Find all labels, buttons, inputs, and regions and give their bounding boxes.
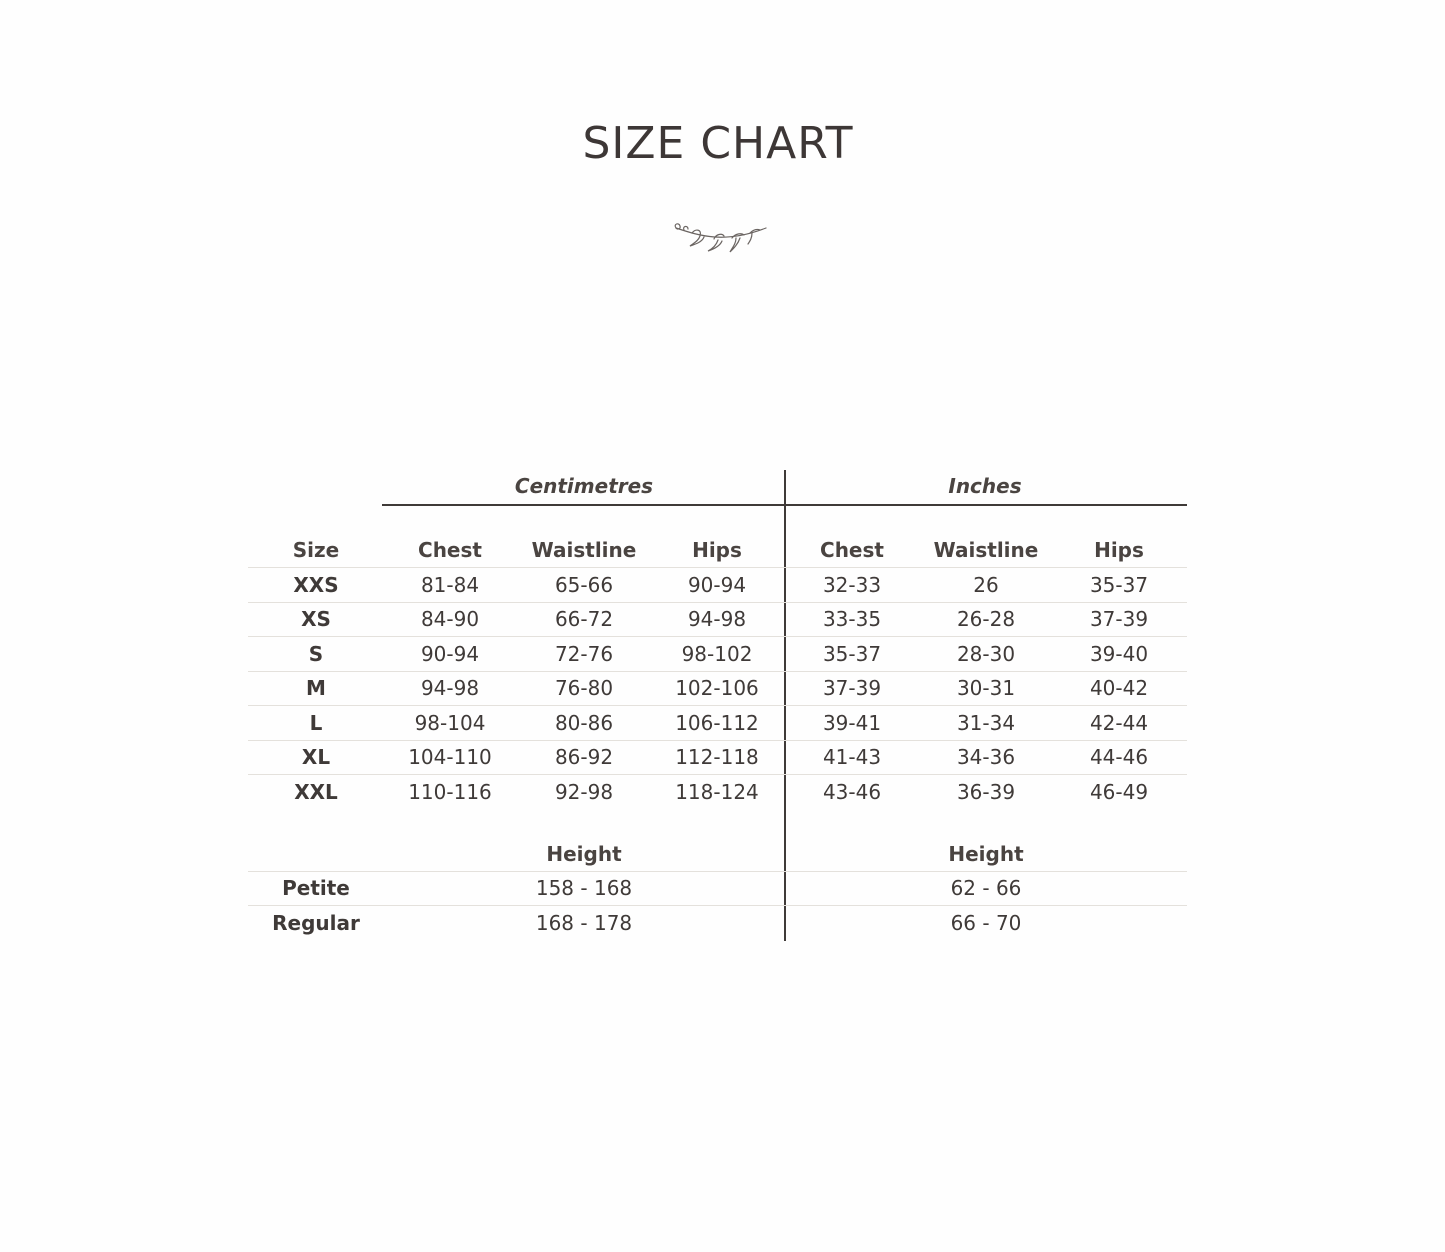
height-in-value: 62 - 66 [950, 876, 1022, 900]
height-cm-value: 168 - 178 [535, 911, 633, 935]
column-header-in-chest: Chest [820, 538, 884, 562]
in-chest-value: 39-41 [822, 711, 882, 735]
in-chest-value: 43-46 [822, 780, 882, 804]
size-label: L [309, 711, 323, 735]
cm-hips-value: 90-94 [687, 573, 747, 597]
cm-waistline-value: 66-72 [554, 607, 614, 631]
in-hips-value: 40-42 [1089, 676, 1149, 700]
group-header-centimetres: Centimetres [514, 474, 654, 498]
in-chest-value: 35-37 [822, 642, 882, 666]
group-header-inches: Inches [948, 474, 1022, 498]
row-rule [248, 774, 1187, 775]
in-hips-value: 46-49 [1089, 780, 1149, 804]
size-label: XXL [294, 780, 338, 804]
in-chest-value: 37-39 [822, 676, 882, 700]
cm-chest-value: 90-94 [420, 642, 480, 666]
cm-waistline-value: 92-98 [554, 780, 614, 804]
cm-chest-value: 98-104 [414, 711, 486, 735]
column-header-cm-hips: Hips [692, 538, 742, 562]
in-hips-value: 44-46 [1089, 745, 1149, 769]
cm-waistline-value: 86-92 [554, 745, 614, 769]
row-rule [248, 705, 1187, 706]
size-label: XL [301, 745, 331, 769]
in-waistline-value: 26-28 [956, 607, 1016, 631]
cm-chest-value: 94-98 [420, 676, 480, 700]
cm-waistline-value: 76-80 [554, 676, 614, 700]
row-rule [248, 636, 1187, 637]
cm-waistline-value: 65-66 [554, 573, 614, 597]
in-waistline-value: 36-39 [956, 780, 1016, 804]
in-waistline-value: 30-31 [956, 676, 1016, 700]
in-hips-value: 42-44 [1089, 711, 1149, 735]
in-hips-value: 39-40 [1089, 642, 1149, 666]
leaf-sprig-icon [670, 216, 770, 258]
row-rule [248, 871, 1187, 872]
in-waistline-value: 26 [973, 573, 999, 597]
size-label: S [308, 642, 324, 666]
cm-hips-value: 102-106 [675, 676, 759, 700]
column-header-cm-waistline: Waistline [531, 538, 637, 562]
in-chest-value: 33-35 [822, 607, 882, 631]
in-waistline-value: 31-34 [956, 711, 1016, 735]
cm-chest-value: 84-90 [420, 607, 480, 631]
height-label-regular: Regular [272, 911, 360, 935]
cm-waistline-value: 80-86 [554, 711, 614, 735]
height-header-cm: Height [546, 842, 622, 866]
cm-chest-value: 104-110 [408, 745, 492, 769]
size-label: XS [301, 607, 331, 631]
cm-hips-value: 94-98 [687, 607, 747, 631]
in-waistline-value: 34-36 [956, 745, 1016, 769]
column-header-in-hips: Hips [1094, 538, 1144, 562]
column-header-size: Size [292, 538, 340, 562]
row-rule [248, 740, 1187, 741]
row-rule [248, 671, 1187, 672]
cm-waistline-value: 72-76 [554, 642, 614, 666]
height-label-petite: Petite [282, 876, 350, 900]
page-title: SIZE CHART [582, 118, 854, 169]
in-hips-value: 37-39 [1089, 607, 1149, 631]
row-rule [248, 567, 1187, 568]
cm-hips-value: 118-124 [675, 780, 759, 804]
row-rule [248, 905, 1187, 906]
height-cm-value: 158 - 168 [535, 876, 633, 900]
column-header-in-waistline: Waistline [933, 538, 1039, 562]
height-in-value: 66 - 70 [950, 911, 1022, 935]
cm-chest-value: 110-116 [408, 780, 492, 804]
height-header-in: Height [948, 842, 1024, 866]
in-chest-value: 41-43 [822, 745, 882, 769]
size-label: XXS [293, 573, 339, 597]
row-rule [248, 602, 1187, 603]
cm-hips-value: 106-112 [675, 711, 759, 735]
cm-hips-value: 98-102 [681, 642, 753, 666]
in-waistline-value: 28-30 [956, 642, 1016, 666]
in-chest-value: 32-33 [822, 573, 882, 597]
column-header-cm-chest: Chest [418, 538, 482, 562]
cm-hips-value: 112-118 [675, 745, 759, 769]
in-hips-value: 35-37 [1089, 573, 1149, 597]
size-label: M [306, 676, 326, 700]
cm-chest-value: 81-84 [420, 573, 480, 597]
